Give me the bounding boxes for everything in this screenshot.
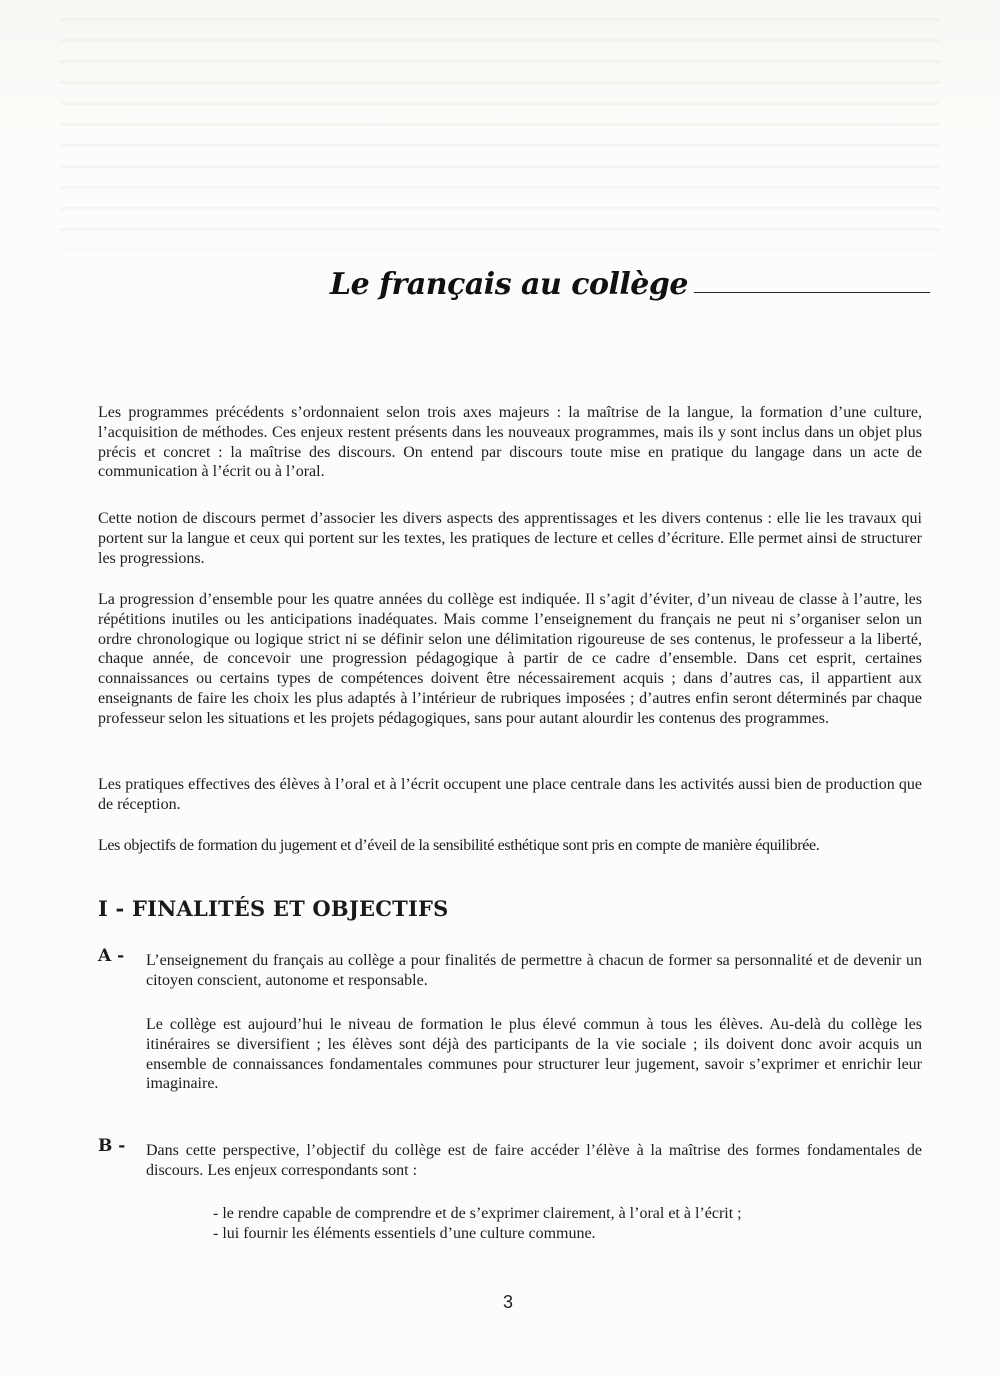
list-item: - le rendre capable de comprendre et de s’exprimer clairement, à l’oral et à l’écrit ; — [213, 1205, 742, 1222]
intro-paragraph-5: Les objectifs de formation du jugement et d’éveil de la sensibilité esthétique sont pris en compte de manière équilibrée. — [98, 837, 820, 854]
intro-paragraph-3: La progression d’ensemble pour les quatre années du collège est indiquée. Il s’agit d’éviter, d’un niveau de classe à l’autre, les répétitions inutiles ou les anticipations inadéquates. Mais comme l’enseignement du français ne peut ni s’organiser selon un ordre chronologique ou logique strict ni se définir selon une délimitation rigoureuse de ses contenus, le professeur a la liberté, chaque année, de concevoir une progression pédagogique à partir de ce cadre d’ensemble. Dans cet esprit, certaines connaissances ou certains types de compétences doivent être nécessairement acquis ; dans d’autres cas, il appartient aux enseignants de faire les choix les plus adaptés à l’intérieur de rubriques imposées ; d’autres enfin seront déterminés par chaque professeur selon les situations et les projets pédagogiques, sans pour autant alourdir les contenus des programmes. — [98, 591, 922, 727]
intro-paragraph-2: Cette notion de discours permet d’associer les divers aspects des apprentissages et les divers contenus : elle lie les travaux qui portent sur la langue et ceux qui portent sur les textes, les pratiques de lecture et celles d’écriture. Elle permet ainsi de structurer les progressions. — [98, 510, 922, 567]
page-number: 3 — [502, 1292, 513, 1312]
title-block — [330, 258, 930, 302]
intro-paragraph-1: Les programmes précédents s’ordonnaient selon trois axes majeurs : la maîtrise de la langue, la formation d’une culture, l’acquisition de méthodes. Ces enjeux restent présents dans les nouveaux programmes, mais ils y sont inclus dans un objet plus précis et concret : la maîtrise des discours. On entend par discours toute mise en pratique du langage dans un acte de communication à l’écrit ou à l’oral. — [98, 404, 922, 481]
section-a-marker: A - — [98, 946, 125, 966]
section-b-marker: B - — [98, 1136, 126, 1156]
intro-paragraph-4: Les pratiques effectives des élèves à l’oral et à l’écrit occupent une place centrale dans les activités aussi bien de production que de réception. — [98, 776, 922, 813]
list-item: - lui fournir les éléments essentiels d’une culture commune. — [213, 1224, 596, 1242]
section-a-paragraph-1: L’enseignement du français au collège a pour finalités de permettre à chacun de former sa personnalité et de devenir un citoyen conscient, autonome et responsable. — [146, 952, 922, 989]
section-heading: I - FINALITÉS ET OBJECTIFS — [98, 896, 449, 921]
section-a-paragraph-2: Le collège est aujourd’hui le niveau de formation le plus élevé commun à tous les élèves. Au-delà du collège les itinéraires se diversifient ; les élèves sont déjà des participants de la vie sociale ; ils doivent donc avoir acquis un ensemble de connaissances fondamentales communes pour structurer leur jugement, savoir s’exprimer et enrichir leur imaginaire. — [146, 1016, 922, 1093]
title-rule — [694, 292, 930, 293]
section-b-paragraph: Dans cette perspective, l’objectif du collège est de faire accéder l’élève à la maîtrise des formes fondamentales de discours. Les enjeux correspondants sont : — [146, 1142, 922, 1179]
bleed-through-texture — [60, 0, 940, 250]
section-b-list — [213, 1204, 742, 1244]
page-title: Le français au collège — [330, 267, 688, 302]
